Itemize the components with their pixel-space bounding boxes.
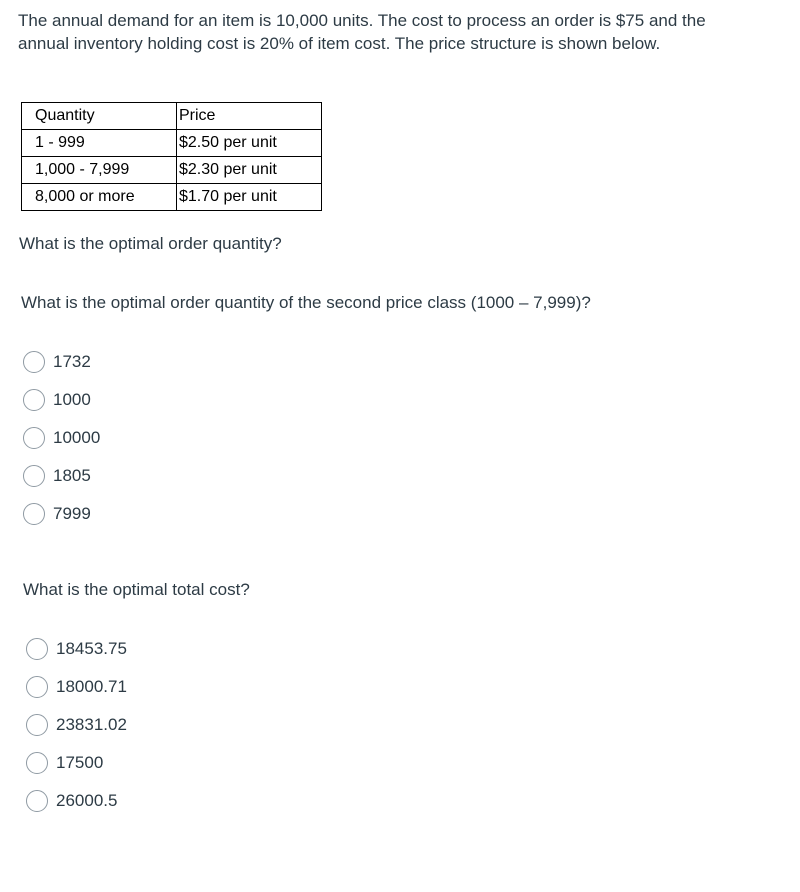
table-row bbox=[22, 184, 322, 211]
answer-option-label: 10000 bbox=[53, 428, 101, 447]
answer-option[interactable] bbox=[26, 630, 127, 668]
answer-option[interactable] bbox=[23, 343, 100, 381]
table-cell-price: $2.50 per unit bbox=[177, 130, 322, 157]
answer-option-label: 1732 bbox=[53, 352, 91, 371]
table-row bbox=[22, 130, 322, 157]
answer-option[interactable] bbox=[23, 381, 100, 419]
radio-button[interactable] bbox=[26, 676, 48, 698]
answer-option-label: 18453.75 bbox=[56, 639, 127, 658]
table-cell-quantity: 1,000 - 7,999 bbox=[22, 157, 177, 184]
price-structure-table bbox=[21, 102, 322, 211]
answer-option[interactable] bbox=[23, 495, 100, 533]
radio-button[interactable] bbox=[23, 351, 45, 373]
answer-option-label: 7999 bbox=[53, 504, 91, 523]
radio-button[interactable] bbox=[26, 714, 48, 736]
radio-button[interactable] bbox=[26, 790, 48, 812]
radio-button[interactable] bbox=[23, 465, 45, 487]
answer-option-label: 26000.5 bbox=[56, 791, 118, 810]
radio-button[interactable] bbox=[23, 389, 45, 411]
answer-option[interactable] bbox=[23, 457, 100, 495]
answer-option-label: 23831.02 bbox=[56, 715, 127, 734]
question-1-prompt: What is the optimal order quantity? bbox=[19, 234, 282, 253]
answer-option-label: 17500 bbox=[56, 753, 104, 772]
answer-option[interactable] bbox=[26, 744, 127, 782]
answer-option[interactable] bbox=[26, 782, 127, 820]
answer-option[interactable] bbox=[26, 706, 127, 744]
radio-button[interactable] bbox=[23, 503, 45, 525]
table-row bbox=[22, 157, 322, 184]
answer-option[interactable] bbox=[23, 419, 100, 457]
table-cell-quantity: 1 - 999 bbox=[22, 130, 177, 157]
table-header-price: Price bbox=[177, 103, 322, 130]
answer-option[interactable] bbox=[26, 668, 127, 706]
answer-option-label: 1805 bbox=[53, 466, 91, 485]
question-3-options bbox=[26, 630, 127, 820]
table-cell-price: $1.70 per unit bbox=[177, 184, 322, 211]
table-header-row bbox=[22, 103, 322, 130]
radio-button[interactable] bbox=[23, 427, 45, 449]
table-cell-quantity: 8,000 or more bbox=[22, 184, 177, 211]
answer-option-label: 1000 bbox=[53, 390, 91, 409]
question-2-prompt: What is the optimal order quantity of the second price class (1000 – 7,999)? bbox=[21, 293, 591, 312]
question-3-prompt: What is the optimal total cost? bbox=[23, 580, 250, 599]
table-cell-price: $2.30 per unit bbox=[177, 157, 322, 184]
radio-button[interactable] bbox=[26, 752, 48, 774]
question-2-options bbox=[23, 343, 100, 533]
answer-option-label: 18000.71 bbox=[56, 677, 127, 696]
radio-button[interactable] bbox=[26, 638, 48, 660]
problem-statement: The annual demand for an item is 10,000 units. The cost to process an order is $75 and the annual inventory holding cost is 20% of item cost. The price structure is shown below. bbox=[18, 11, 706, 53]
table-header-quantity: Quantity bbox=[22, 103, 177, 130]
